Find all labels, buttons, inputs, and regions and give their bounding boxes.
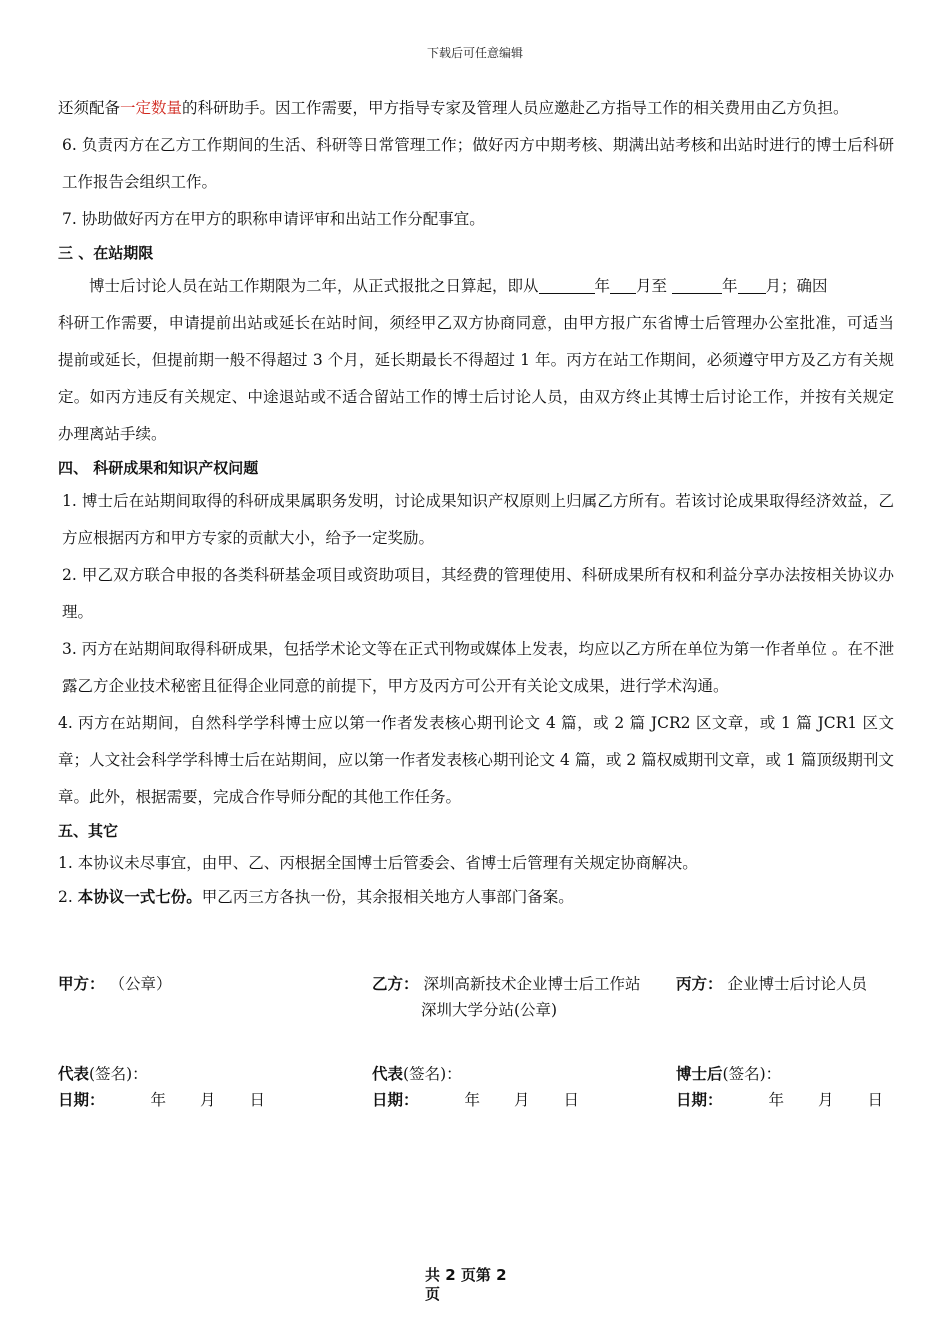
postdoc-sign (676, 1062, 781, 1084)
rep-a (58, 1062, 148, 1084)
text-run: 年 (721, 277, 738, 295)
section-heading-3: 三 、在站期限 (58, 244, 154, 262)
postdoc-sign-text: (签名)： (722, 1065, 782, 1083)
list-item-7: 7. 协助做好丙方在甲方的职称申请评审和出站工作分配事宜。 (62, 210, 485, 228)
day-text: 日 (563, 1091, 580, 1109)
party-b-label: 乙方： (372, 975, 419, 993)
blank-line (672, 275, 722, 294)
rep-sign: (签名)： (403, 1065, 462, 1083)
year-text: 年 (464, 1091, 481, 1109)
month-text: 月 (200, 1091, 216, 1109)
list-item-4-1: 1. 博士后在站期间取得的科研成果属职务发明，讨论成果知识产权原则上归属乙方所有。若该讨论成果取得经济效益，乙方应根据丙方和甲方专家的贡献大小，给予一定奖励。 (62, 492, 894, 547)
date-b (372, 1088, 579, 1110)
page-footer (425, 1266, 525, 1304)
month-text: 月 (514, 1091, 530, 1109)
rep-label: 代表 (372, 1065, 404, 1083)
text-run: 甲乙丙三方各执一份，其余报相关地方人事部门备案。 (201, 888, 574, 906)
date-label: 日期： (58, 1091, 105, 1109)
list-item-4-3: 3. 丙方在站期间取得科研成果，包括学术论文等在正式刊物或媒体上发表，均应以乙方所在单位为第一作者单位 。在不泄露乙方企业技术秘密且征得企业同意的前提下，甲方及丙方可公开有关论文成果，进行学术沟通。 (62, 640, 894, 695)
highlighted-text: 一定数量 (120, 99, 183, 117)
date-c (676, 1088, 883, 1110)
text-run: 还须配备 (58, 99, 121, 117)
bold-text: 本协议一式七份。 (77, 888, 202, 906)
list-item-5-2 (58, 884, 894, 910)
year-text: 年 (150, 1091, 167, 1109)
party-b (372, 972, 640, 994)
paragraph-term (58, 268, 894, 305)
rep-b (372, 1062, 462, 1084)
list-item-4-4: 4. 丙方在站期间，自然科学学科博士应以第一作者发表核心期刊论文 4 篇，或 2 篇 JCR2 区文章，或 1 篇 JCR1 区文章；人文社会科学学科博士后在站期间，应以第一作者发表核心期刊论文 4 篇，或 2 篇权威期刊文章，或 1 篇顶级期刊文章。此外，根据需要，完成合作导师分配的其他工作任务。 (58, 714, 894, 806)
day-text: 日 (249, 1091, 266, 1109)
party-c-label: 丙方： (676, 975, 723, 993)
list-item-6: 6. 负责丙方在乙方工作期间的生活、科研等日常管理工作；做好丙方中期考核、期满出站考核和出站时进行的博士后科研工作报告会组织工作。 (62, 136, 894, 191)
postdoc-label: 博士后 (676, 1065, 723, 1083)
page-number-line2: 页 (425, 1285, 441, 1303)
party-a-label: 甲方： (58, 975, 105, 993)
rep-label: 代表 (58, 1065, 90, 1083)
paragraph-assistants (58, 90, 894, 127)
page-header: 下载后可任意编辑 (426, 46, 523, 60)
paragraph-term-cont: 科研工作需要，申请提前出站或延长在站时间，须经甲乙双方协商同意，由甲方报广东省博士后管理办公室批准，可适当提前或延长，但提前期一般不得超过 3 个月，延长期最长不得超过 1 年。丙方在站工作期间，必须遵守甲方及乙方有关规定。如丙方违反有关规定、中途退站或不适合留站工作的博士后讨论人员，由双方终止其博士后讨论工作，并按有关规定办理离站手续。 (58, 314, 894, 443)
text-run: 年 (594, 277, 611, 295)
party-c (676, 972, 867, 994)
document-body (58, 90, 894, 910)
party-a (58, 972, 171, 994)
text-run: 月；确因 (765, 277, 828, 295)
party-c-value: 企业博士后讨论人员 (727, 975, 867, 993)
section-heading-5: 五、其它 (58, 822, 119, 840)
blank-line (610, 275, 636, 294)
section-heading-4: 四、 科研成果和知识产权问题 (58, 459, 259, 477)
date-label: 日期： (676, 1091, 723, 1109)
date-label: 日期： (372, 1091, 419, 1109)
page-number-line1: 共 2 页第 2 (425, 1266, 507, 1284)
text-run: 博士后讨论人员在站工作期限为二年，从正式报批之日算起，即从 (89, 277, 539, 295)
blank-line (738, 275, 766, 294)
list-item-4-2: 2. 甲乙双方联合申报的各类科研基金项目或资助项目，其经费的管理使用、科研成果所有权和利益分享办法按相关协议办理。 (62, 566, 894, 621)
list-item-5-1: 1. 本协议未尽事宜，由甲、乙、丙根据全国博士后管委会、省博士后管理有关规定协商解决。 (58, 854, 698, 872)
date-a (58, 1088, 265, 1110)
day-text: 日 (867, 1091, 884, 1109)
party-a-value: （公章） (109, 975, 172, 993)
text-run: 2. (58, 888, 78, 906)
blank-line (539, 275, 595, 294)
party-b-line2: 深圳大学分站(公章) (421, 1001, 558, 1019)
year-text: 年 (768, 1091, 785, 1109)
month-text: 月 (818, 1091, 834, 1109)
text-run: 月至 (636, 277, 668, 295)
text-run: 的科研助手。因工作需要，甲方指导专家及管理人员应邀赴乙方指导工作的相关费用由乙方负担。 (182, 99, 849, 117)
party-b-value: 深圳高新技术企业博士后工作站 (423, 975, 641, 993)
rep-sign: (签名)： (89, 1065, 148, 1083)
